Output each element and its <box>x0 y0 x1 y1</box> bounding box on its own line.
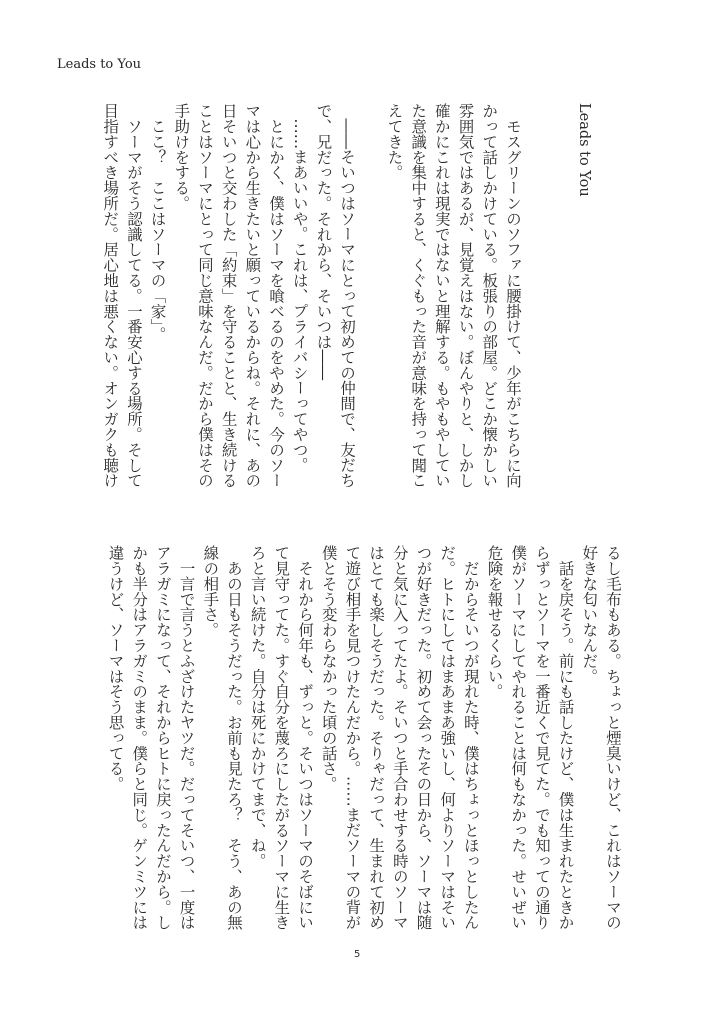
text-line: ここ？ ここはソーマの「家」。 <box>148 103 167 342</box>
text-line: て見守ってた。すぐ自分を蔑ろにしたがるソーマに生き <box>272 545 291 930</box>
text-line: 僕とそう変わらなかった頃の話さ。 <box>319 545 338 792</box>
text-line: モスグリーンのソファに腰掛けて、少年がこちらに向 <box>503 103 522 488</box>
text-line: た意識を集中すると、くぐもった音が意味を持って聞こ <box>409 103 428 488</box>
text-line: 目指すべき場所だ。居心地は悪くない。オンガクも聴け <box>101 103 120 488</box>
chapter-title: Leads to You <box>576 103 592 197</box>
text-line: えてきた。 <box>385 103 404 180</box>
text-line: アラガミになって、それからヒトに戻ったんだから。し <box>153 545 172 930</box>
text-line: だからそいつが現れた時、僕はちょっとほっとしたん <box>461 545 480 930</box>
text-line: 一言で言うとふざけたヤツだ。だってそいつ、一度は <box>177 545 196 930</box>
running-head: Leads to You <box>57 57 142 72</box>
text-line: 線の相手さ。 <box>201 545 220 638</box>
text-line: 確かにこれは現実ではないと理解する。もやもやしてい <box>432 103 451 488</box>
text-line: 話を戻そう。前にも話したけど、僕は生まれたときか <box>556 545 575 930</box>
text-line: ……まあいいや。これは、プライバシーってやつ。 <box>290 103 309 473</box>
text-line: あの日もそうだった。お前も見たろ？ そう、あの無 <box>225 545 243 930</box>
text-line: ――そいつはソーマにとって初めての仲間で、友だち <box>338 103 357 488</box>
text-line: それから何年も、ずっと。そいつはソーマのそばにい <box>296 545 315 930</box>
top-text-block <box>98 103 595 498</box>
text-line: て遊び相手を見つけたんだから。……まだソーマの背が <box>343 545 362 930</box>
blank-column <box>524 103 548 498</box>
text-line: 手助けをする。 <box>172 103 191 211</box>
blank-column <box>548 103 572 498</box>
text-line: ことはソーマにとって同じ意味なんだ。だから僕はその <box>196 103 214 488</box>
text-line: らずっとソーマを一番近くで見てた。でも知っての通り <box>532 545 551 930</box>
text-line: 分と気に入ってたよ。そいつと手合わせする時のソーマ <box>390 545 409 930</box>
bottom-text-block <box>103 545 624 940</box>
text-line: つが好きだった。初めて会ったその日から、ソーマは随 <box>414 545 433 930</box>
text-line: かって話しかけている。板張りの部屋。どこか懐かしい <box>480 103 499 488</box>
text-line: 日そいつと交わした「約束」を守ることと、生き続ける <box>219 103 238 488</box>
page-number: 5 <box>354 949 361 960</box>
text-line: ソーマがそう認識してる。一番安心する場所。そして <box>124 103 143 488</box>
text-line: 僕がソーマにしてやれることは何もなかった。せいぜい <box>509 545 528 930</box>
text-line: 危険を報せるくらい。 <box>485 545 504 699</box>
text-line: だ。ヒトにしてはまあまあ強いし、何よりソーマはそい <box>438 545 457 930</box>
text-line: 好きな匂いなんだ。 <box>580 545 599 684</box>
blank-column <box>358 103 382 498</box>
text-line: で、兄だった。それから、そいつは―― <box>314 103 333 381</box>
text-line: 雰囲気ではあるが、見覚えはない。ぼんやりと、しかし <box>456 103 475 488</box>
text-line: 違うけど、ソーマはそう思ってる。 <box>106 545 125 792</box>
text-line: ろと言い続けた。自分は死にかけてまで、ね。 <box>248 545 267 869</box>
text-line: かも半分はアラガミのまま。僕らと同じ。ゲンミツには <box>130 545 149 930</box>
text-line: マは心から生きたいと願っているからね。それに、あの <box>243 103 262 488</box>
text-line: とにかく、僕はソーマを喰べるのをやめた。今のソー <box>267 103 286 488</box>
text-line: るし毛布もある。ちょっと煙臭いけど、これはソーマの <box>604 545 622 930</box>
text-line: はとても楽しそうだった。そりゃだって、生まれて初め <box>367 545 386 930</box>
